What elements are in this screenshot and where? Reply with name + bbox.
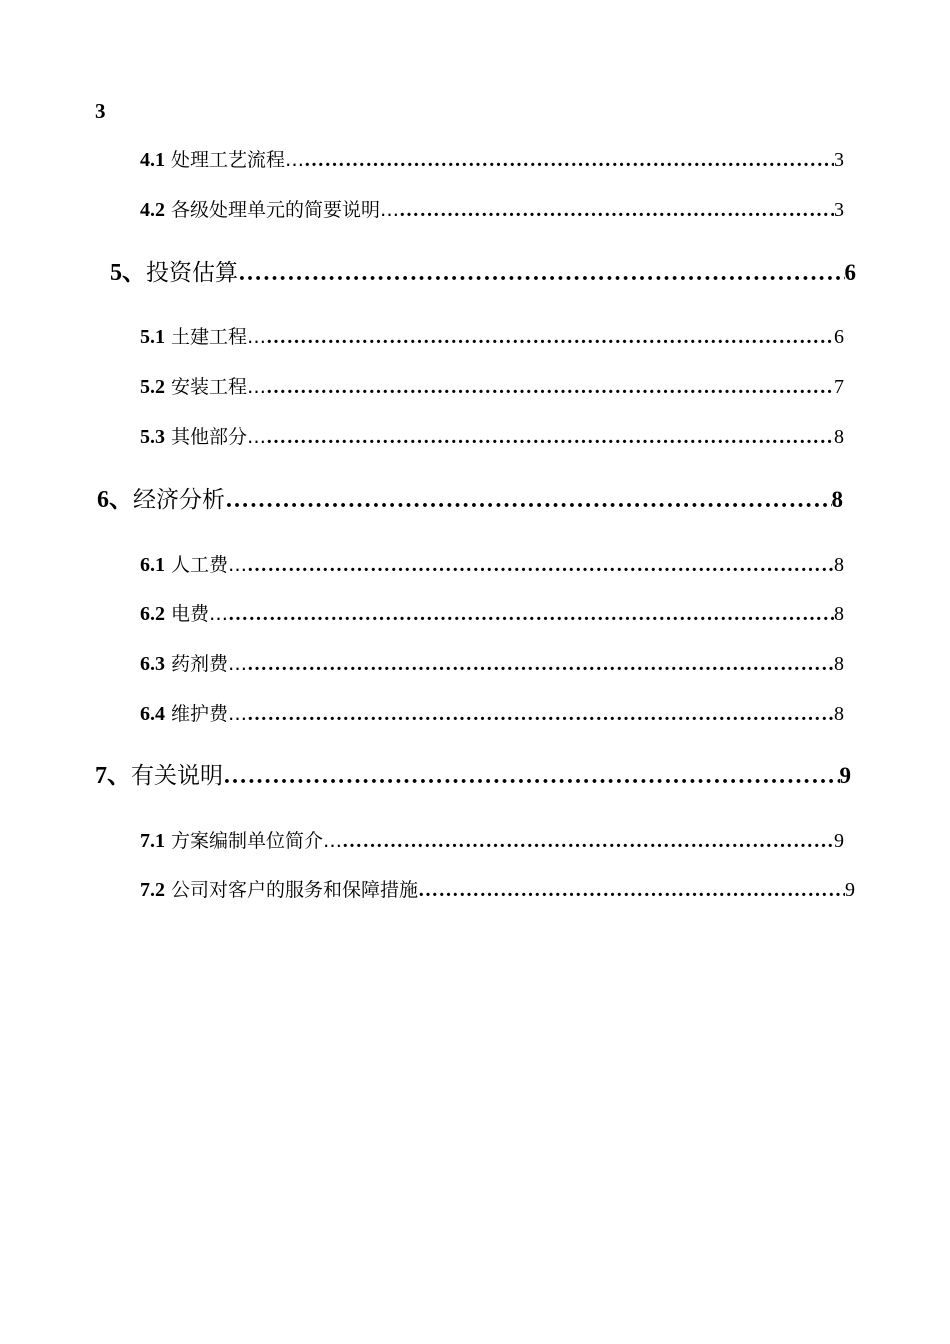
toc-entry-page: 7 bbox=[834, 376, 844, 398]
toc-entry-page: 8 bbox=[831, 487, 843, 512]
toc-entry-5-2[interactable] bbox=[140, 374, 844, 400]
toc-entry-title: 公司对客户的服务和保障措施 bbox=[171, 879, 419, 901]
toc-entry-5[interactable] bbox=[110, 258, 856, 288]
toc-entry-title: 电费… bbox=[171, 603, 229, 625]
toc-entry-title: 维护费… bbox=[171, 703, 248, 725]
dot-leader bbox=[266, 424, 834, 450]
dot-leader bbox=[247, 552, 834, 578]
toc-entry-page: 6 bbox=[844, 260, 856, 285]
toc-entry-title: 各级处理单元的简要说明… bbox=[171, 199, 400, 221]
toc-entry-page: 8 bbox=[834, 603, 844, 625]
continued-section-number: 3 bbox=[95, 99, 106, 123]
dot-leader bbox=[304, 147, 834, 173]
toc-entry-6-4[interactable] bbox=[140, 701, 844, 727]
toc-entry-title: 处理工艺流程… bbox=[171, 149, 305, 171]
toc-entry-title: 人工费… bbox=[171, 554, 248, 576]
toc-entry-number: 6.2 bbox=[140, 603, 165, 625]
toc-entry-number: 7.1 bbox=[140, 830, 165, 852]
toc-entry-number: 4.1 bbox=[140, 149, 165, 171]
toc-entry-title: 药剂费… bbox=[171, 653, 248, 675]
dot-leader bbox=[266, 324, 834, 350]
toc-entry-6-2[interactable] bbox=[140, 601, 844, 627]
toc-entry-title: 投资估算 bbox=[146, 260, 238, 286]
toc-entry-6[interactable] bbox=[97, 485, 843, 515]
toc-entry-page: 8 bbox=[834, 554, 844, 576]
toc-entry-page: 8 bbox=[834, 426, 844, 448]
toc-entry-number: 6.1 bbox=[140, 554, 165, 576]
dot-leader bbox=[247, 701, 834, 727]
toc-entry-page: 6 bbox=[834, 326, 844, 348]
dot-leader bbox=[247, 651, 834, 677]
toc-entry-page: 8 bbox=[834, 653, 844, 675]
toc-entry-7-2[interactable] bbox=[140, 877, 855, 903]
dot-leader bbox=[342, 828, 834, 854]
toc-entry-page: 9 bbox=[845, 879, 855, 901]
toc-entry-6-1[interactable] bbox=[140, 552, 844, 578]
dot-leader bbox=[223, 761, 840, 791]
toc-entry-4-2[interactable] bbox=[140, 197, 844, 223]
dot-leader bbox=[238, 258, 845, 288]
toc-entry-7-1[interactable] bbox=[140, 828, 844, 854]
dot-leader bbox=[399, 197, 834, 223]
toc-entry-title: 经济分析 bbox=[133, 487, 225, 513]
toc-entry-title: 方案编制单位简介… bbox=[171, 830, 343, 852]
dot-leader bbox=[228, 601, 834, 627]
toc-entry-page: 3 bbox=[834, 199, 844, 221]
toc-entry-title: 其他部分… bbox=[171, 426, 267, 448]
toc-entry-page: 3 bbox=[834, 149, 844, 171]
toc-entry-number: 6.3 bbox=[140, 653, 165, 675]
toc-entry-title: 有关说明 bbox=[131, 763, 223, 789]
toc-entry-4-1[interactable] bbox=[140, 147, 844, 173]
toc-entry-7[interactable] bbox=[95, 761, 851, 791]
toc-entry-number: 7、 bbox=[95, 763, 131, 789]
toc-entry-number: 4.2 bbox=[140, 199, 165, 221]
dot-leader bbox=[418, 877, 845, 903]
toc-entry-number: 5.3 bbox=[140, 426, 165, 448]
toc-entry-page: 9 bbox=[839, 763, 851, 788]
dot-leader bbox=[266, 374, 834, 400]
toc-entry-page: 9 bbox=[834, 830, 844, 852]
toc-entry-number: 5.2 bbox=[140, 376, 165, 398]
toc-entry-number: 5、 bbox=[110, 260, 146, 286]
toc-entry-5-3[interactable] bbox=[140, 424, 844, 450]
dot-leader bbox=[225, 485, 832, 515]
toc-entry-title: 土建工程… bbox=[171, 326, 267, 348]
toc-entry-number: 6、 bbox=[97, 487, 133, 513]
toc-entry-number: 7.2 bbox=[140, 879, 165, 901]
toc-entry-5-1[interactable] bbox=[140, 324, 844, 350]
toc-entry-number: 6.4 bbox=[140, 703, 165, 725]
toc-entry-title: 安装工程… bbox=[171, 376, 267, 398]
toc-entry-number: 5.1 bbox=[140, 326, 165, 348]
toc-entry-6-3[interactable] bbox=[140, 651, 844, 677]
toc-entry-page: 8 bbox=[834, 703, 844, 725]
